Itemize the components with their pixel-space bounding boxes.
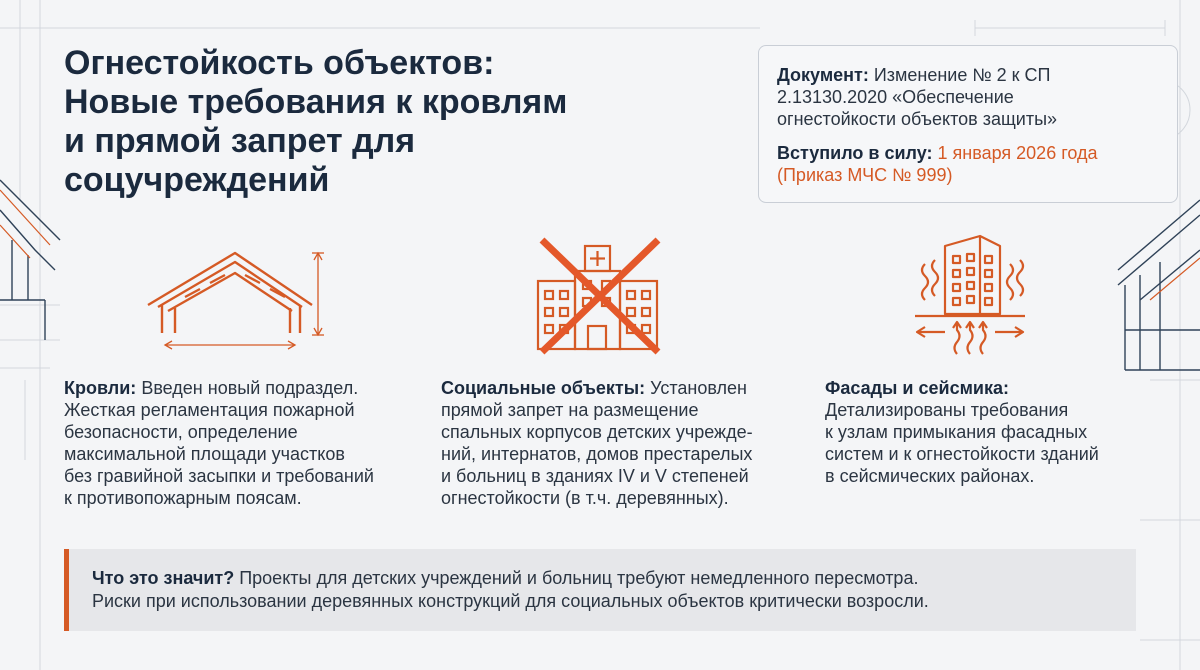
document-name-line: 2.13130.2020 «Обеспечение (777, 87, 1014, 107)
column-text-line: безопасности, определение (64, 422, 298, 442)
column-text-line: Введен новый подраздел. (136, 378, 359, 398)
roofs-column (64, 377, 374, 509)
document-label: Документ: (777, 65, 869, 85)
column-text-line: в сейсмических районах. (825, 466, 1035, 486)
column-text-line: огнестойкости (в т.ч. деревянных). (441, 488, 729, 508)
column-text-line: Жесткая регламентация пожарной (64, 400, 355, 420)
callout-label: Что это значит? (92, 568, 235, 588)
order-reference: (Приказ МЧС № 999) (777, 165, 953, 185)
document-text (777, 64, 1161, 130)
column-text-line: ний, интернатов, домов престарелых (441, 444, 753, 464)
column-text-line: максимальной площади участков (64, 444, 345, 464)
title-line: Новые требования к кровлям (64, 83, 568, 121)
column-text-line: спальных корпусов детских учрежде- (441, 422, 753, 442)
effective-label: Вступило в силу: (777, 143, 933, 163)
document-name-line: огнестойкости объектов защиты» (777, 109, 1058, 129)
page-title (64, 44, 704, 200)
title-line: соцучреждений (64, 161, 330, 199)
effective-date: 1 января 2026 года (932, 143, 1098, 163)
column-heading: Кровли: (64, 378, 137, 398)
document-info-card (758, 45, 1178, 203)
column-text-line: Детализированы требования (825, 400, 1069, 420)
facades-seismic-column (825, 377, 1099, 487)
title-line: и прямой запрет для (64, 122, 416, 160)
title-line: Огнестойкость объектов: (64, 44, 495, 82)
column-heading: Социальные объекты: (441, 378, 646, 398)
column-text-line: прямой запрет на размещение (441, 400, 699, 420)
column-text-line: к противопожарным поясам. (64, 488, 302, 508)
column-text-line: к узлам примыкания фасадных (825, 422, 1088, 442)
column-text-line: и больниц в зданиях IV и V степеней (441, 466, 749, 486)
callout-text-line: Проекты для детских учреждений и больниц требуют немедленного пересмотра. (234, 568, 919, 588)
column-heading: Фасады и сейсмика: (825, 378, 1009, 398)
column-text-line: Установлен (645, 378, 747, 398)
seismic-building-icon (905, 232, 1035, 360)
implications-callout (64, 549, 1136, 631)
callout-text-line: Риски при использовании деревянных конструкций для социальных объектов критически возросли. (92, 591, 929, 611)
column-text-line: систем и к огнестойкости зданий (825, 444, 1099, 464)
social-objects-column (441, 377, 753, 509)
roof-truss-icon (140, 245, 330, 355)
crossed-hospital-icon (530, 236, 665, 356)
effective-date-text (777, 142, 1161, 186)
column-text-line: без гравийной засыпки и требований (64, 466, 374, 486)
document-name-line: Изменение № 2 к СП (868, 65, 1051, 85)
